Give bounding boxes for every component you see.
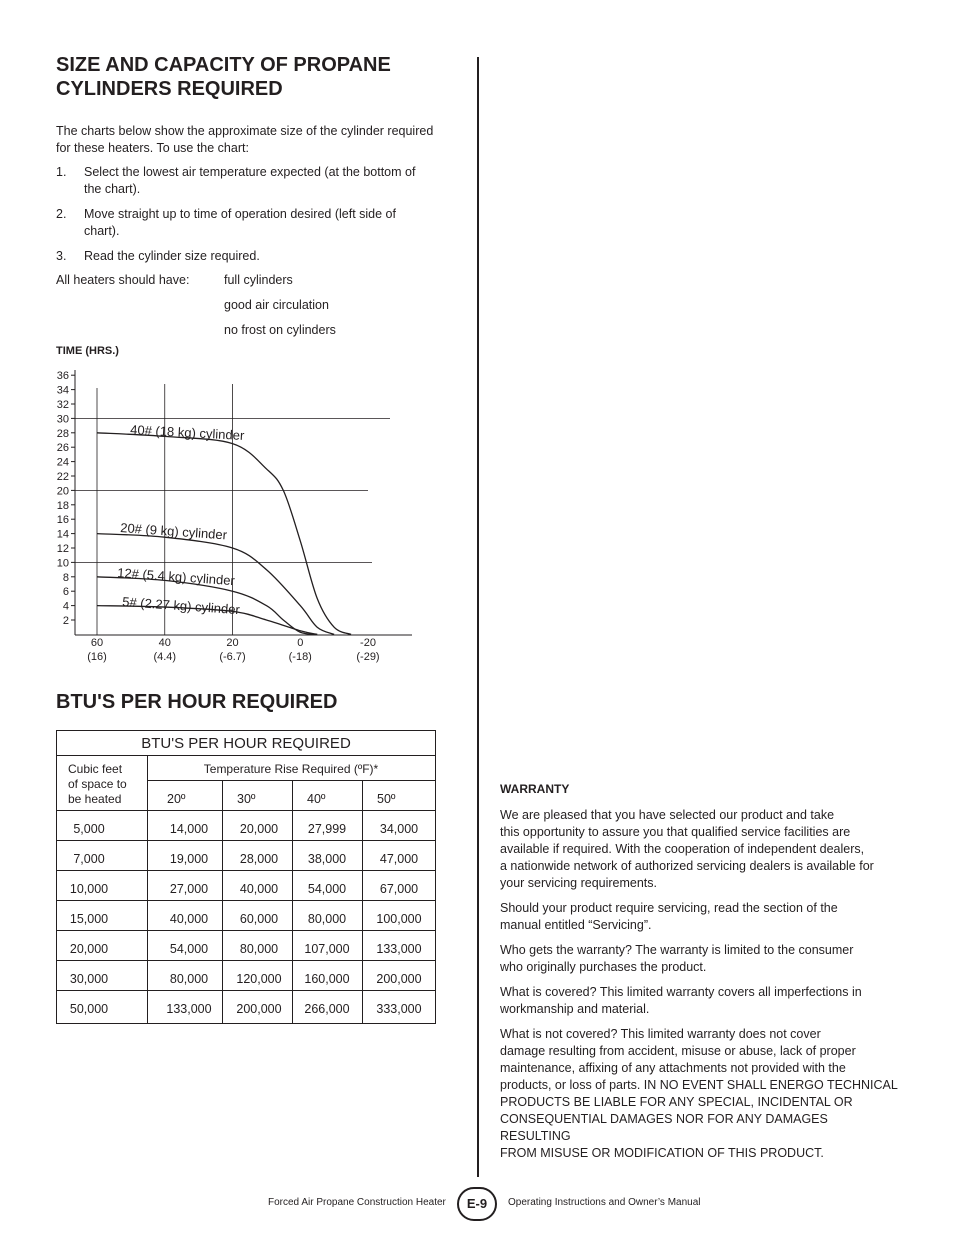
cylinder-chart: [50, 360, 420, 670]
footer-right-text: Operating Instructions and Owner’s Manual: [508, 1197, 701, 1208]
warranty-line: who originally purchases the product.: [500, 959, 707, 974]
table-row-label: 30,000: [69, 972, 109, 986]
warranty-line: Should your product require servicing, read the section of the: [500, 900, 838, 915]
table-cell: 67,000: [379, 882, 419, 896]
step-number: 2.: [56, 207, 67, 221]
y-tick-label: 30: [56, 413, 69, 426]
y-tick-label: 26: [56, 442, 69, 455]
series-label: 20# (9 kg) cylinder: [119, 520, 228, 543]
step-line: Move straight up to time of operation desired (left side of: [84, 207, 396, 221]
table-row-label: 5,000: [73, 822, 105, 836]
x-tick-label: -20: [360, 637, 376, 649]
warranty-line: manual entitled “Servicing”.: [500, 917, 652, 932]
y-tick-label: 34: [56, 384, 69, 397]
y-tick-label: 36: [56, 370, 69, 383]
y-tick-label: 32: [56, 399, 69, 411]
table-cell: 40,000: [169, 912, 209, 926]
warranty-line: available if required. With the cooperation of independent dealers,: [500, 842, 865, 856]
requirements-label: All heaters should have:: [56, 273, 190, 287]
column-header: 30º: [237, 792, 256, 806]
table-cell: 54,000: [307, 882, 347, 896]
btu-table: [56, 730, 436, 1024]
table-cell: 20,000: [239, 822, 279, 836]
table-cell: 100,000: [376, 912, 422, 926]
x-tick-sublabel: (16): [87, 651, 107, 663]
warranty-line: a nationwide network of authorized servicing dealers is available for: [500, 859, 874, 873]
warranty-line: What is covered? This limited warranty covers all imperfections in: [500, 984, 862, 999]
table-cell: 47,000: [379, 852, 419, 866]
y-tick-label: 12: [56, 543, 69, 555]
section-title-cylinders: [56, 53, 391, 101]
requirement-item: no frost on cylinders: [224, 323, 336, 337]
title-line: SIZE AND CAPACITY OF PROPANE: [56, 54, 391, 76]
table-divider: [57, 960, 435, 961]
requirement-item: full cylinders: [224, 273, 293, 287]
column-divider: [477, 57, 479, 1177]
table-row-label: 20,000: [69, 942, 109, 956]
y-tick-label: 18: [56, 499, 69, 512]
x-tick-label: 60: [90, 637, 104, 649]
table-cell: 160,000: [304, 972, 350, 986]
table-divider: [292, 780, 293, 1023]
column-header: 40º: [307, 792, 326, 806]
step-number: 3.: [56, 249, 67, 263]
table-divider: [57, 840, 435, 841]
warranty-line: What is not covered? This limited warranty does not cover: [500, 1026, 821, 1041]
y-tick-label: 24: [56, 456, 69, 469]
table-cell: 27,000: [169, 882, 209, 896]
group-header: Temperature Rise Required (ºF)*: [203, 762, 379, 776]
table-cell: 34,000: [379, 822, 419, 836]
step-line: Select the lowest air temperature expected (at the bottom of: [84, 165, 416, 179]
table-cell: 266,000: [304, 1002, 350, 1016]
x-tick-label: 0: [297, 637, 304, 649]
table-cell: 200,000: [376, 972, 422, 986]
warranty-title: WARRANTY: [500, 782, 570, 796]
table-cell: 80,000: [169, 972, 209, 986]
table-divider: [57, 870, 435, 871]
table-cell: 40,000: [239, 882, 279, 896]
title-line: CYLINDERS REQUIRED: [56, 78, 283, 100]
table-cell: 14,000: [169, 822, 209, 836]
row-header: [68, 762, 127, 807]
y-tick-label: 16: [56, 514, 69, 527]
warranty-paragraph: [500, 807, 900, 892]
warranty-line: products, or loss of parts. IN NO EVENT SHALL ENERGO TECHNICAL: [500, 1077, 898, 1092]
intro-line: for these heaters. To use the chart:: [56, 141, 249, 155]
warranty-line: CONSEQUENTIAL DAMAGES NOR FOR ANY DAMAGES RESULTING: [500, 1111, 828, 1143]
table-cell: 200,000: [236, 1002, 282, 1016]
y-tick-label: 28: [56, 427, 69, 440]
chart-y-label: TIME (HRS.): [56, 345, 119, 357]
row-header-line: of space to: [68, 777, 127, 791]
table-cell: 27,999: [307, 822, 347, 836]
table-divider: [222, 780, 223, 1023]
x-tick-sublabel: (4.4): [153, 651, 177, 663]
table-cell: 80,000: [239, 942, 279, 956]
warranty-line: damage resulting from accident, misuse or abuse, lack of proper: [500, 1043, 856, 1058]
table-divider: [362, 780, 363, 1023]
y-tick-label: 22: [56, 471, 69, 483]
y-tick-label: 4: [62, 600, 69, 613]
column-header: 50º: [377, 792, 396, 806]
table-divider: [57, 755, 435, 756]
series-label: 40# (18 kg) cylinder: [129, 422, 245, 443]
step-line: chart).: [84, 224, 120, 238]
step-number: 1.: [56, 165, 67, 179]
table-divider: [147, 780, 435, 781]
table-cell: 333,000: [376, 1002, 422, 1016]
table-cell: 60,000: [239, 912, 279, 926]
y-tick-label: 20: [56, 485, 69, 498]
warranty-line: maintenance, affixing of any attachments not provided with the: [500, 1060, 846, 1075]
table-divider: [57, 990, 435, 991]
table-divider: [57, 810, 435, 811]
warranty-line: Who gets the warranty? The warranty is limited to the consumer: [500, 942, 854, 957]
warranty-line: We are pleased that you have selected our product and take: [500, 808, 835, 822]
y-tick-label: 8: [62, 571, 69, 584]
warranty-paragraph: [500, 984, 900, 1018]
warranty-line: FROM MISUSE OR MODIFICATION OF THIS PRODUCT.: [500, 1145, 824, 1160]
warranty-line: this opportunity to assure you that qualified service facilities are: [500, 825, 851, 839]
table-cell: 54,000: [169, 942, 209, 956]
table-cell: 80,000: [307, 912, 347, 926]
series-label: 5# (2.27 kg) cylinder: [121, 594, 241, 618]
table-cell: 28,000: [239, 852, 279, 866]
step-line: Read the cylinder size required.: [84, 249, 260, 263]
intro-text: [56, 123, 433, 157]
table-divider: [57, 930, 435, 931]
series-label: 12# (5.4 kg) cylinder: [116, 565, 236, 589]
warranty-line: workmanship and material.: [500, 1001, 650, 1016]
warranty-line: your servicing requirements.: [500, 876, 658, 890]
footer-left-text: Forced Air Propane Construction Heater: [268, 1197, 446, 1208]
y-tick-label: 10: [56, 557, 69, 570]
table-row-label: 15,000: [69, 912, 109, 926]
row-header-line: Cubic feet: [68, 762, 123, 776]
x-tick-label: 40: [158, 637, 171, 649]
table-row-label: 50,000: [69, 1002, 109, 1016]
table-divider: [57, 900, 435, 901]
warranty-paragraph: [500, 942, 900, 976]
intro-line: The charts below show the approximate size of the cylinder required: [56, 124, 434, 138]
warranty-paragraph: [500, 1026, 900, 1162]
y-tick-label: 2: [62, 615, 69, 627]
table-cell: 38,000: [307, 852, 347, 866]
x-tick-sublabel: (-29): [356, 651, 380, 663]
y-tick-label: 6: [62, 586, 69, 599]
table-cell: 133,000: [166, 1002, 212, 1016]
page-number-badge: E-9: [457, 1187, 497, 1221]
warranty-line: PRODUCTS BE LIABLE FOR ANY SPECIAL, INCIDENTAL OR: [500, 1094, 853, 1109]
table-row-label: 7,000: [73, 852, 105, 866]
column-header: 20º: [167, 792, 186, 806]
table-cell: 19,000: [169, 852, 209, 866]
x-tick-sublabel: (-6.7): [219, 651, 246, 663]
requirement-item: good air circulation: [224, 298, 329, 312]
table-title: BTU'S PER HOUR REQUIRED: [141, 735, 351, 752]
row-header-line: be heated: [68, 792, 122, 806]
x-tick-sublabel: (-18): [288, 651, 312, 663]
section-title-btu: BTU'S PER HOUR REQUIRED: [56, 691, 338, 713]
x-tick-label: 20: [226, 637, 239, 649]
table-cell: 107,000: [304, 942, 350, 956]
table-row-label: 10,000: [69, 882, 109, 896]
table-cell: 120,000: [236, 972, 282, 986]
step-line: the chart).: [84, 182, 141, 196]
y-tick-label: 14: [56, 528, 69, 541]
table-cell: 133,000: [376, 942, 422, 956]
table-divider: [147, 755, 148, 1023]
warranty-paragraph: [500, 900, 900, 934]
